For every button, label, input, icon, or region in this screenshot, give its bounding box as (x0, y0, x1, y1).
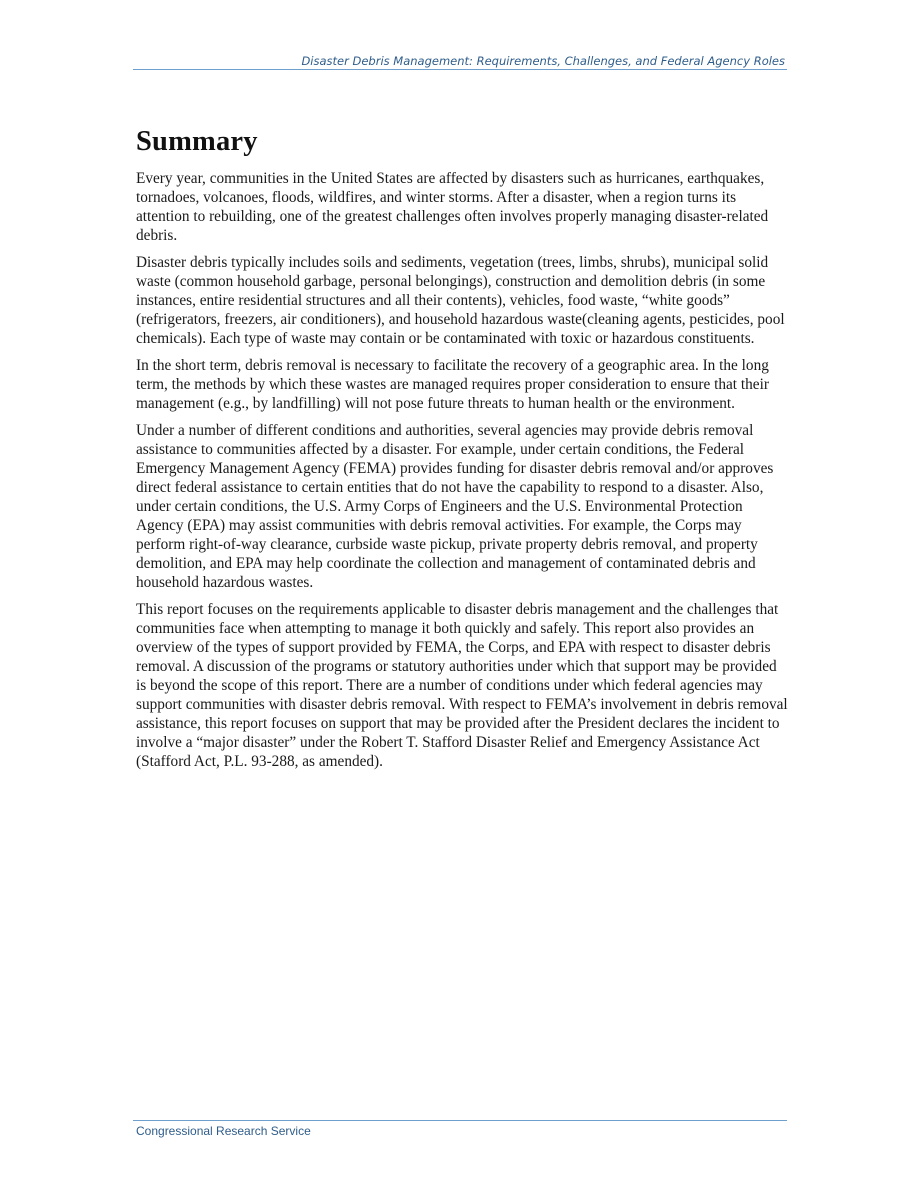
footer-organization: Congressional Research Service (136, 1124, 311, 1138)
summary-paragraph-2: Disaster debris typically includes soils and sediments, vegetation (trees, limbs, shrubs), municipal solid waste (common household garbage, personal belongings), construction and demolition debris (in some instances, entire residential structures and all their contents), vehicles, food waste, “white goods” (refrigerators, freezers, air conditioners), and household hazardous waste(cleaning agents, pesticides, pool chemicals). Each type of waste may contain or be contaminated with toxic or hazardous constituents. (136, 254, 785, 347)
summary-paragraph-1: Every year, communities in the United States are affected by disasters such as hurricanes, earthquakes, tornadoes, volcanoes, floods, wildfires, and winter storms. After a disaster, when a region turns its attention to rebuilding, one of the greatest challenges often involves properly managing disaster-related debris. (136, 170, 769, 244)
summary-paragraph-3: In the short term, debris removal is necessary to facilitate the recovery of a geographic area. In the long term, the methods by which these wastes are managed requires proper consideration to ensure that their management (e.g., by landfilling) will not pose future threats to human health or the environment. (136, 357, 769, 412)
running-header (133, 54, 787, 70)
page-title: Summary (136, 126, 258, 157)
document-body (136, 124, 788, 779)
summary-paragraph-4: Under a number of different conditions and authorities, several agencies may provide debris removal assistance to communities affected by a disaster. For example, under certain conditions, the Federal Emergency Management Agency (FEMA) provides funding for disaster debris removal and/or approves direct federal assistance to certain entities that do not have the capability to respond to a disaster. Also, under certain conditions, the U.S. Army Corps of Engineers and the U.S. Environmental Protection Agency (EPA) may assist communities with debris removal activities. For example, the Corps may perform right-of-way clearance, curbside waste pickup, private property debris removal, and property demolition, and EPA may help coordinate the collection and management of contaminated debris and household hazardous wastes. (136, 422, 774, 591)
running-header-title: Disaster Debris Management: Requirements, Challenges, and Federal Agency Roles (301, 54, 785, 68)
running-footer (133, 1120, 787, 1139)
summary-paragraph-5: This report focuses on the requirements applicable to disaster debris management and the challenges that communities face when attempting to manage it both quickly and safely. This report also provides an overview of the types of support provided by FEMA, the Corps, and EPA with respect to disaster debris removal. A discussion of the programs or statutory authorities under which that support may be provided is beyond the scope of this report. There are a number of conditions under which federal agencies may support communities with disaster debris removal. With respect to FEMA’s involvement in debris removal assistance, this report focuses on support that may be provided after the President declares the incident to involve a “major disaster” under the Robert T. Stafford Disaster Relief and Emergency Assistance Act (Stafford Act, P.L. 93-288, as amended). (136, 601, 788, 770)
